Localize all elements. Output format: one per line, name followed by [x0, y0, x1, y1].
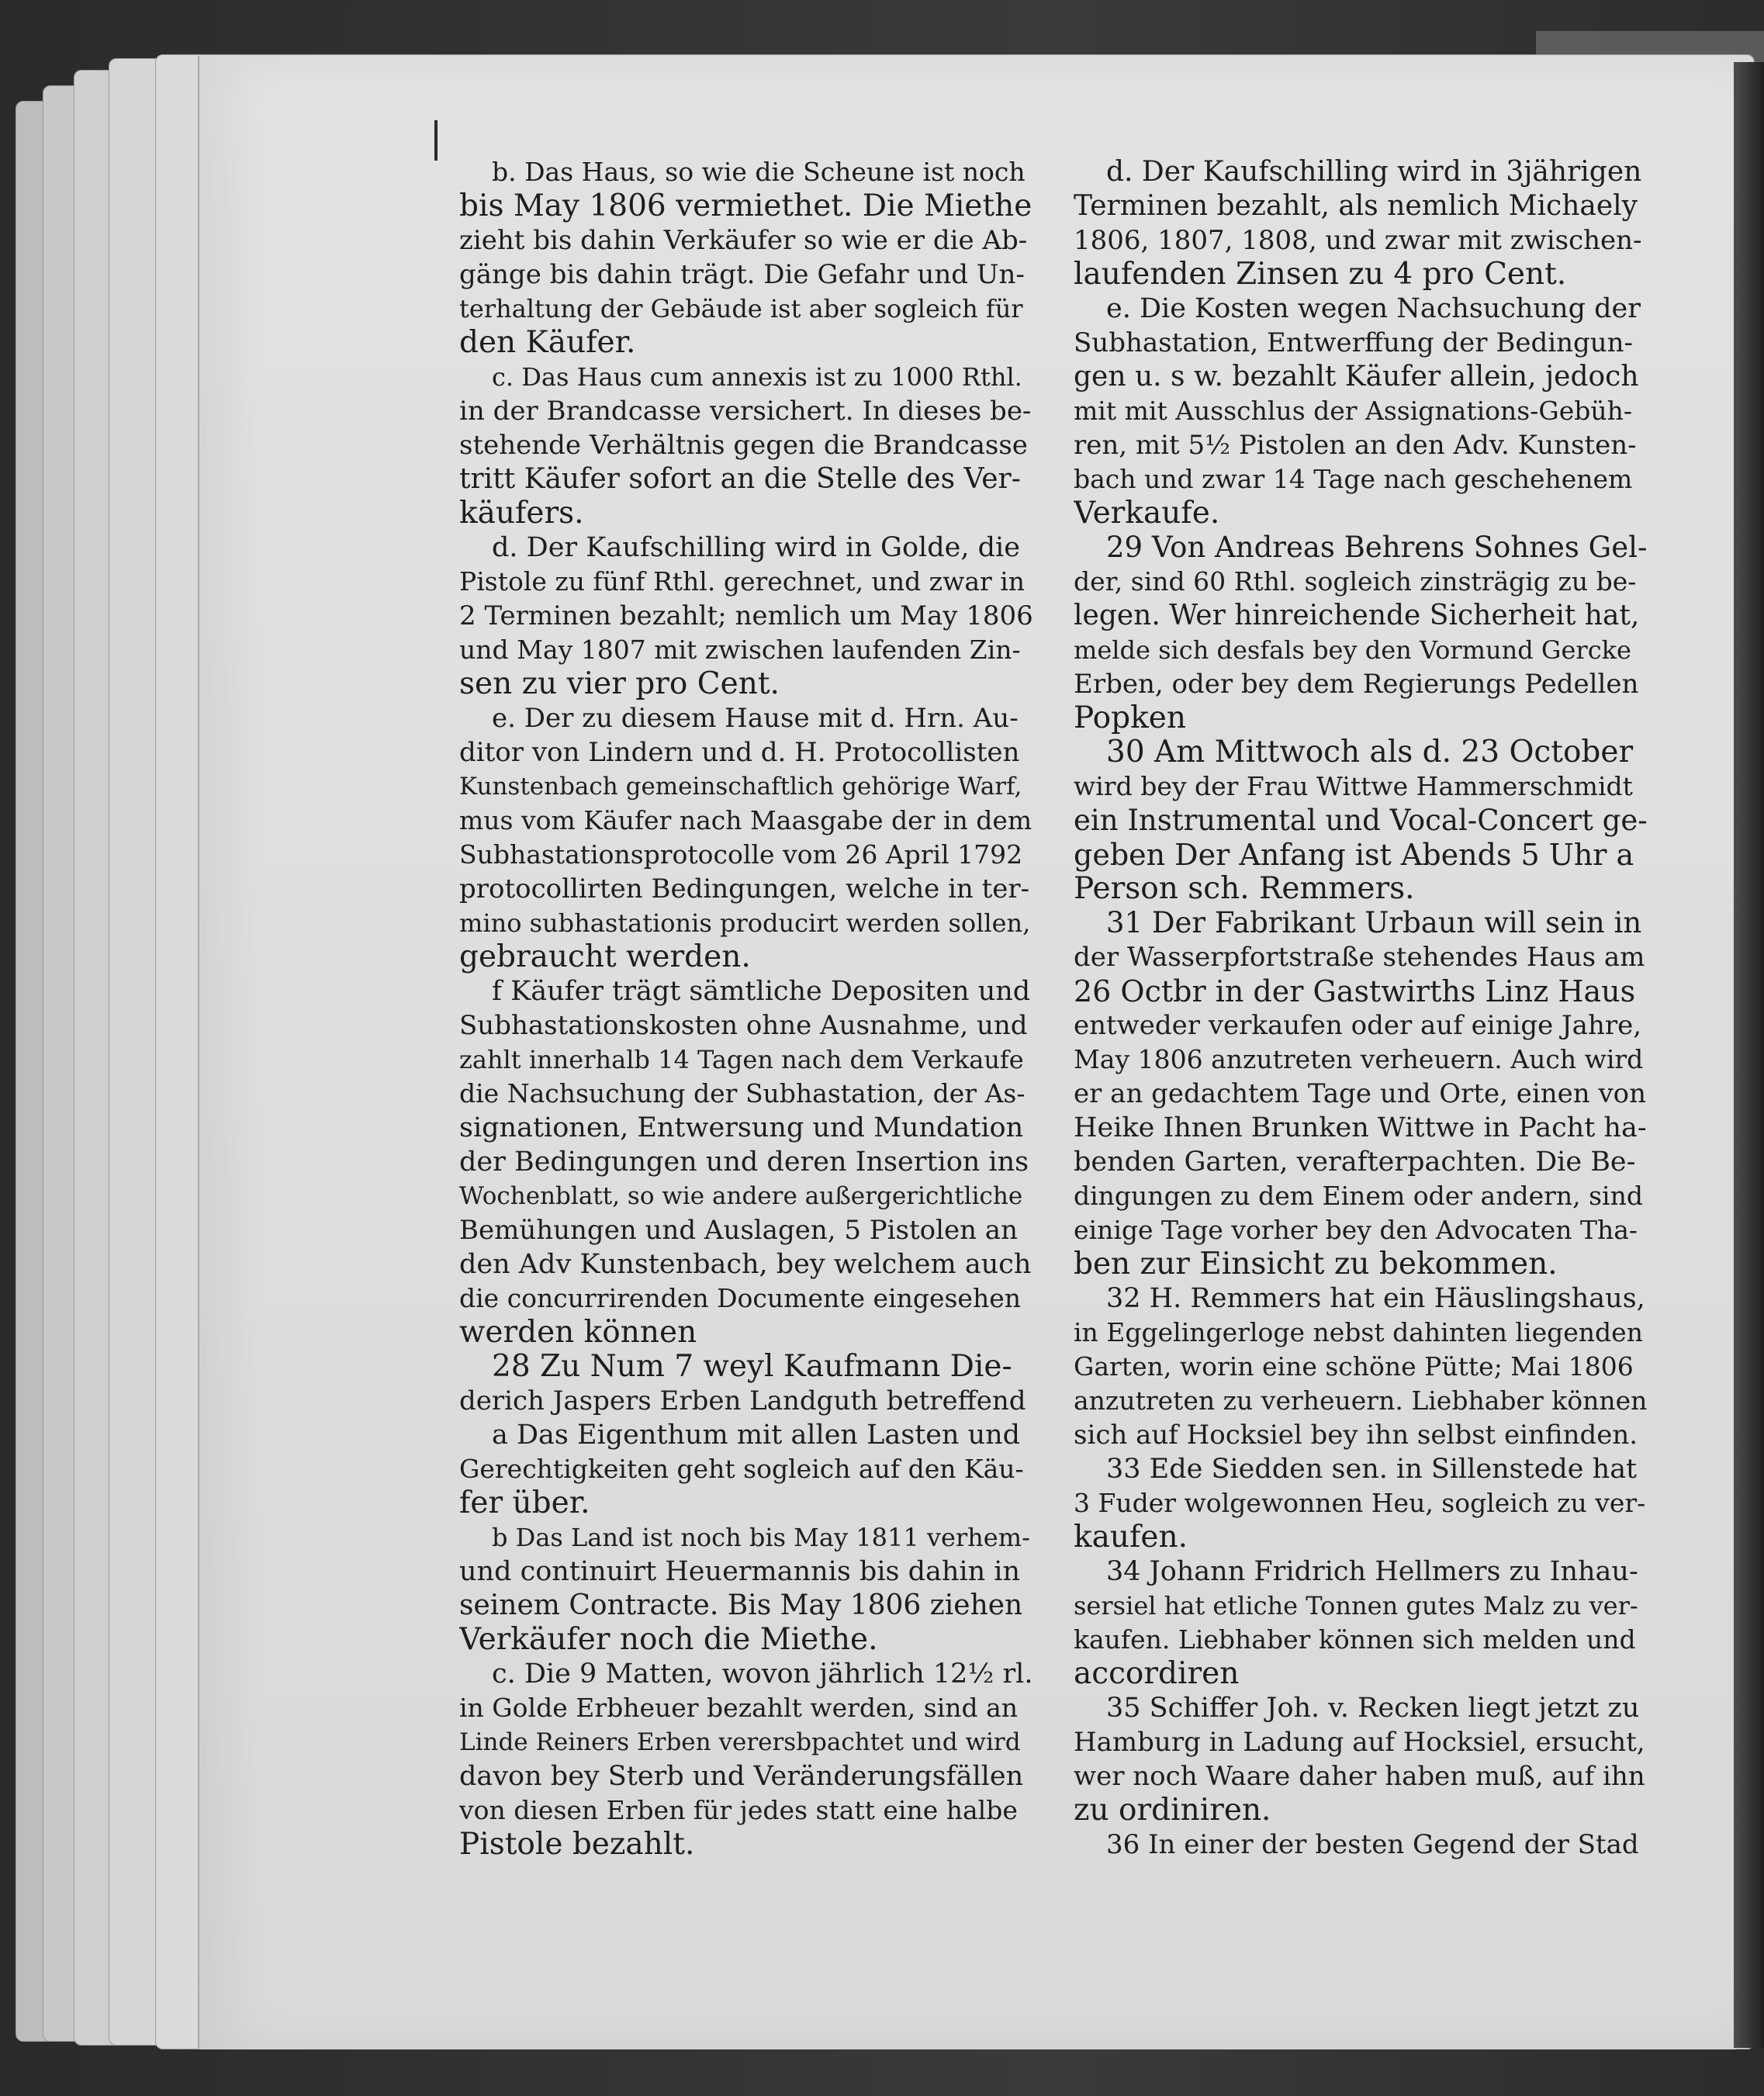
text-line: gen u. s w. bezahlt Käufer allein, jedoch	[1074, 361, 1639, 393]
text-line: in der Brandcasse versichert. In dieses be-	[459, 396, 1032, 427]
text-line: zu ordiniren.	[1074, 1793, 1271, 1828]
text-line: kaufen. Liebhaber können sich melden und	[1074, 1624, 1636, 1655]
text-line: May 1806 anzutreten verheuern. Auch wird	[1074, 1044, 1644, 1074]
text-line: 26 Octbr in der Gastwirths Linz Haus	[1074, 974, 1636, 1008]
text-line: 34 Johann Fridrich Hellmers zu Inhau-	[1106, 1556, 1638, 1587]
text-line: und continuirt Heuermannis bis dahin in	[459, 1556, 1021, 1587]
text-line: melde sich desfals bey den Vormund Gercke	[1074, 635, 1631, 665]
text-line: Linde Reiners Erben verersbpachtet und wird	[459, 1728, 1021, 1756]
text-line: und May 1807 mit zwischen laufenden Zin-	[459, 635, 1021, 665]
text-line: Subhastation, Entwerffung der Bedingun-	[1074, 327, 1634, 358]
text-line: sich auf Hocksiel bey ihn selbst einfinden.	[1074, 1420, 1638, 1451]
text-line: d. Der Kaufschilling wird in 3jährigen	[1106, 156, 1642, 188]
text-line: gebraucht werden.	[459, 940, 751, 974]
text-line: wird bey der Frau Wittwe Hammerschmidt	[1074, 771, 1633, 801]
text-line: f Käufer trägt sämtliche Depositen und	[492, 976, 1031, 1007]
text-line: sen zu vier pro Cent.	[459, 667, 780, 701]
text-line: ein Instrumental und Vocal-Concert ge-	[1074, 804, 1648, 837]
text-line: derich Jaspers Erben Landguth betreffend	[459, 1385, 1026, 1416]
text-line: Verkäufer noch die Miethe.	[459, 1623, 878, 1657]
text-line: Subhastationskosten ohne Ausnahme, und	[459, 1010, 1028, 1041]
text-line: die concurrirenden Documente eingesehen	[459, 1283, 1022, 1313]
text-line: fer über.	[459, 1486, 590, 1520]
text-line: laufenden Zinsen zu 4 pro Cent.	[1074, 258, 1567, 292]
text-line: den Käufer.	[459, 326, 636, 360]
text-line: terhaltung der Gebäude ist aber sogleich für	[459, 294, 1023, 323]
text-line: stehende Verhältnis gegen die Brandcasse	[459, 430, 1028, 461]
text-line: Erben, oder bey dem Regierungs Pedellen	[1074, 669, 1639, 700]
text-line: seinem Contracte. Bis May 1806 ziehen	[459, 1589, 1023, 1621]
text-line: b. Das Haus, so wie die Scheune ist noch	[492, 157, 1026, 187]
text-line: Heike Ihnen Brunken Wittwe in Pacht ha-	[1074, 1112, 1647, 1143]
text-line: bach und zwar 14 Tage nach geschehenem	[1074, 464, 1633, 494]
text-line: der Bedingungen und deren Insertion ins	[459, 1147, 1029, 1178]
text-line: davon bey Sterb und Veränderungsfällen	[459, 1761, 1024, 1792]
text-line: geben Der Anfang ist Abends 5 Uhr a	[1074, 838, 1634, 872]
text-line: 36 In einer der besten Gegend der Stad	[1106, 1829, 1639, 1860]
text-line: Bemühungen und Auslagen, 5 Pistolen an	[459, 1215, 1018, 1246]
text-line: Pistole zu fünf Rthl. gerechnet, und zwar in	[459, 566, 1026, 597]
text-line: 32 H. Remmers hat ein Häuslingshaus,	[1106, 1283, 1645, 1314]
text-line: werden können	[459, 1316, 697, 1350]
text-line: kaufen.	[1074, 1520, 1188, 1555]
text-line: er an gedachtem Tage und Orte, einen von	[1074, 1078, 1647, 1109]
text-line: ben zur Einsicht zu bekommen.	[1074, 1247, 1558, 1281]
text-line: Hamburg in Ladung auf Hocksiel, ersucht,	[1074, 1727, 1645, 1758]
margin-mark	[434, 120, 438, 161]
left-text-column	[459, 155, 1033, 1862]
text-line: 2 Terminen bezahlt; nemlich um May 1806	[459, 600, 1033, 631]
text-line: einige Tage vorher bey den Advocaten Tha-	[1074, 1215, 1638, 1245]
text-line: tritt Käufer sofort an die Stelle des Ver-	[459, 463, 1021, 495]
text-line: käufers.	[459, 496, 584, 531]
text-line: zieht bis dahin Verkäufer so wie er die Ab-	[459, 225, 1028, 256]
text-line: entweder verkaufen oder auf einige Jahre,	[1074, 1010, 1642, 1041]
text-line: anzutreten zu verheuern. Liebhaber können	[1074, 1385, 1648, 1416]
text-line: in Golde Erbheuer bezahlt werden, sind an	[459, 1693, 1019, 1723]
text-line: mus vom Käufer nach Maasgabe der in dem	[459, 805, 1032, 835]
text-line: 1806, 1807, 1808, und zwar mit zwischen-	[1074, 225, 1642, 256]
text-line: Verkaufe.	[1074, 496, 1220, 531]
text-line: Subhastationsprotocolle vom 26 April 1792	[459, 839, 1023, 870]
text-line: legen. Wer hinreichende Sicherheit hat,	[1074, 600, 1640, 631]
text-line: dingungen zu dem Einem oder andern, sind	[1074, 1181, 1643, 1211]
text-line: benden Garten, verafterpachten. Die Be-	[1074, 1147, 1636, 1178]
text-line: 30 Am Mittwoch als d. 23 October	[1106, 735, 1634, 770]
text-line: ditor von Lindern und d. H. Protocollisten	[459, 737, 1020, 768]
text-line: Person sch. Remmers.	[1074, 872, 1415, 906]
text-line: Terminen bezahlt, als nemlich Michaely	[1074, 190, 1638, 222]
text-line: sersiel hat etliche Tonnen gutes Malz zu ver-	[1074, 1591, 1638, 1620]
text-line: den Adv Kunstenbach, bey welchem auch	[459, 1249, 1032, 1280]
text-line: b Das Land ist noch bis May 1811 verhem-	[492, 1523, 1030, 1552]
book-spine-shadow	[1734, 62, 1764, 2048]
text-line: 35 Schiffer Joh. v. Recken liegt jetzt zu	[1106, 1693, 1640, 1724]
text-line: Gerechtigkeiten geht sogleich auf den Käu-	[459, 1454, 1024, 1484]
text-line: Popken	[1074, 701, 1186, 735]
text-line: 3 Fuder wolgewonnen Heu, sogleich zu ver-	[1074, 1488, 1646, 1518]
text-line: Pistole bezahlt.	[459, 1828, 695, 1862]
text-line: der Wasserpfortstraße stehendes Haus am	[1074, 942, 1645, 973]
text-line: 29 Von Andreas Behrens Sohnes Gel-	[1106, 531, 1648, 564]
text-line: a Das Eigenthum mit allen Lasten und	[492, 1420, 1021, 1451]
text-line: e. Die Kosten wegen Nachsuchung der	[1106, 293, 1641, 324]
right-text-column	[1074, 155, 1648, 1862]
text-line: accordiren	[1074, 1657, 1240, 1691]
text-line: c. Die 9 Matten, wovon jährlich 12½ rl.	[492, 1658, 1033, 1690]
text-line: 31 Der Fabrikant Urbaun will sein in	[1106, 906, 1642, 939]
text-line: Wochenblatt, so wie andere außergerichtliche	[459, 1182, 1023, 1210]
text-line: die Nachsuchung der Subhastation, der As-	[459, 1078, 1026, 1109]
text-line: 33 Ede Siedden sen. in Sillenstede hat	[1106, 1454, 1638, 1485]
text-line: c. Das Haus cum annexis ist zu 1000 Rthl.	[492, 362, 1022, 392]
text-line: wer noch Waare daher haben muß, auf ihn	[1074, 1761, 1645, 1792]
text-line: bis May 1806 vermiethet. Die Miethe	[459, 189, 1032, 223]
text-line: d. Der Kaufschilling wird in Golde, die	[492, 532, 1020, 563]
text-line: e. Der zu diesem Hause mit d. Hrn. Au-	[492, 703, 1019, 734]
text-line: Garten, worin eine schöne Pütte; Mai 1806	[1074, 1351, 1634, 1382]
text-line: zahlt innerhalb 14 Tagen nach dem Verkaufe	[459, 1045, 1024, 1074]
text-line: Kunstenbach gemeinschaftlich gehörige Warf,	[459, 773, 1022, 801]
text-line: gänge bis dahin trägt. Die Gefahr und Un-	[459, 259, 1025, 290]
text-line: mit mit Ausschlus der Assignations-Gebüh-	[1074, 396, 1633, 426]
text-line: protocollirten Bedingungen, welche in ter-	[459, 873, 1030, 904]
text-line: ren, mit 5½ Pistolen an den Adv. Kunsten-	[1074, 430, 1637, 461]
text-line: mino subhastationis producirt werden sollen,	[459, 908, 1031, 938]
text-line: 28 Zu Num 7 weyl Kaufmann Die-	[492, 1350, 1012, 1384]
text-line: signationen, Entwersung und Mundation	[459, 1112, 1024, 1143]
text-line: der, sind 60 Rthl. sogleich zinsträgig zu be-	[1074, 566, 1637, 597]
text-line: in Eggelingerloge nebst dahinten liegenden	[1074, 1317, 1643, 1347]
text-line: von diesen Erben für jedes statt eine halbe	[459, 1795, 1018, 1825]
